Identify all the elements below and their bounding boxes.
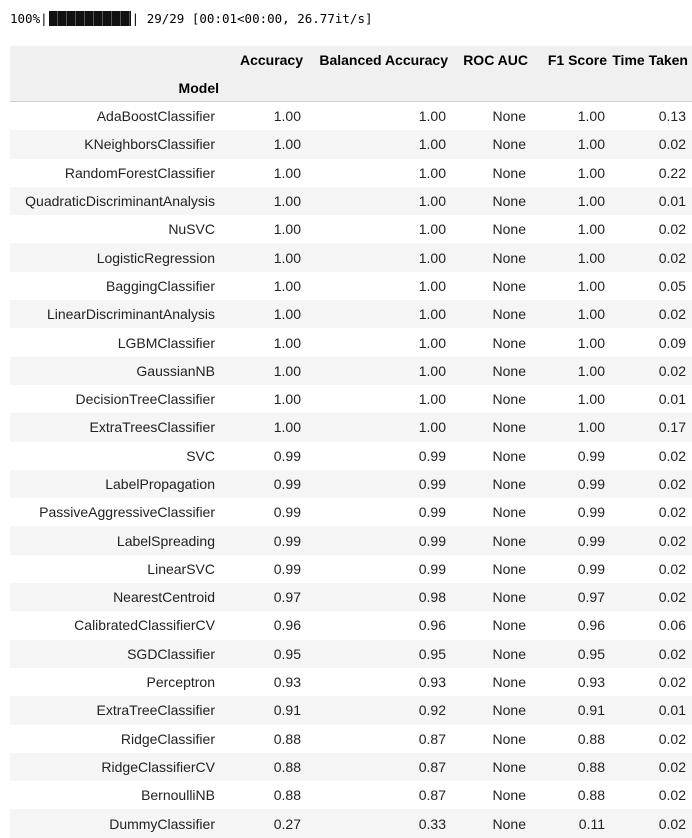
table-row	[10, 583, 692, 611]
model-name-cell: LGBMClassifier	[10, 328, 223, 356]
table-row	[10, 753, 692, 781]
balanced-accuracy-cell: 0.95	[307, 640, 452, 668]
table-row	[10, 668, 692, 696]
time-taken-cell: 0.02	[611, 583, 692, 611]
model-name-cell: LogisticRegression	[10, 243, 223, 271]
f1-score-cell: 1.00	[532, 357, 611, 385]
f1-score-cell: 1.00	[532, 385, 611, 413]
roc-auc-cell: None	[452, 102, 532, 131]
table-row	[10, 243, 692, 271]
time-taken-cell: 0.02	[611, 668, 692, 696]
f1-score-cell: 1.00	[532, 413, 611, 441]
time-taken-cell: 0.22	[611, 159, 692, 187]
f1-score-cell: 1.00	[532, 187, 611, 215]
roc-auc-cell: None	[452, 215, 532, 243]
accuracy-cell: 0.88	[223, 781, 307, 809]
column-header-row	[10, 46, 692, 74]
model-name-cell: RandomForestClassifier	[10, 159, 223, 187]
roc-auc-cell: None	[452, 498, 532, 526]
balanced-accuracy-cell: 0.92	[307, 696, 452, 724]
model-name-cell: LinearDiscriminantAnalysis	[10, 300, 223, 328]
f1-score-cell: 0.88	[532, 753, 611, 781]
accuracy-cell: 0.99	[223, 470, 307, 498]
table-row	[10, 526, 692, 554]
time-taken-cell: 0.09	[611, 328, 692, 356]
time-taken-cell: 0.02	[611, 781, 692, 809]
roc-auc-cell: None	[452, 159, 532, 187]
model-name-cell: SGDClassifier	[10, 640, 223, 668]
accuracy-cell: 0.88	[223, 725, 307, 753]
f1-score-cell: 0.99	[532, 555, 611, 583]
balanced-accuracy-cell: 1.00	[307, 130, 452, 158]
balanced-accuracy-cell: 1.00	[307, 187, 452, 215]
balanced-accuracy-cell: 0.99	[307, 470, 452, 498]
balanced-accuracy-cell: 0.99	[307, 442, 452, 470]
accuracy-cell: 1.00	[223, 159, 307, 187]
index-header-model: Model	[10, 74, 223, 102]
progress-bar-right-edge: |	[131, 10, 140, 26]
model-name-cell: ExtraTreeClassifier	[10, 696, 223, 724]
time-taken-cell: 0.02	[611, 526, 692, 554]
f1-score-cell: 0.99	[532, 442, 611, 470]
table-row	[10, 413, 692, 441]
balanced-accuracy-cell: 1.00	[307, 159, 452, 187]
accuracy-cell: 1.00	[223, 215, 307, 243]
model-name-cell: AdaBoostClassifier	[10, 102, 223, 131]
column-header-time-taken: Time Taken	[611, 46, 692, 74]
table-row	[10, 696, 692, 724]
f1-score-cell: 0.11	[532, 809, 611, 837]
table-row	[10, 442, 692, 470]
table-row	[10, 300, 692, 328]
time-taken-cell: 0.02	[611, 753, 692, 781]
model-name-cell: RidgeClassifierCV	[10, 753, 223, 781]
model-name-cell: DummyClassifier	[10, 809, 223, 837]
progress-output	[10, 9, 373, 27]
model-name-cell: SVC	[10, 442, 223, 470]
roc-auc-cell: None	[452, 272, 532, 300]
f1-score-cell: 0.99	[532, 498, 611, 526]
time-taken-cell: 0.02	[611, 555, 692, 583]
roc-auc-cell: None	[452, 243, 532, 271]
time-taken-cell: 0.02	[611, 300, 692, 328]
model-name-cell: LabelSpreading	[10, 526, 223, 554]
roc-auc-cell: None	[452, 357, 532, 385]
progress-bar	[49, 11, 131, 26]
results-table	[10, 46, 692, 838]
time-taken-cell: 0.05	[611, 272, 692, 300]
accuracy-cell: 0.99	[223, 555, 307, 583]
time-taken-cell: 0.02	[611, 442, 692, 470]
accuracy-cell: 0.27	[223, 809, 307, 837]
table-row	[10, 272, 692, 300]
model-name-cell: CalibratedClassifierCV	[10, 611, 223, 639]
f1-score-cell: 1.00	[532, 300, 611, 328]
roc-auc-cell: None	[452, 555, 532, 583]
f1-score-cell: 1.00	[532, 159, 611, 187]
model-name-cell: BaggingClassifier	[10, 272, 223, 300]
progress-timing: [00:01<00:00, 26.77it/s]	[191, 10, 373, 26]
table-row	[10, 159, 692, 187]
progress-percent: 100%	[10, 10, 41, 26]
roc-auc-cell: None	[452, 640, 532, 668]
accuracy-cell: 0.91	[223, 696, 307, 724]
balanced-accuracy-cell: 1.00	[307, 243, 452, 271]
results-table-container	[10, 46, 692, 838]
time-taken-cell: 0.02	[611, 357, 692, 385]
time-taken-cell: 0.01	[611, 696, 692, 724]
model-name-cell: PassiveAggressiveClassifier	[10, 498, 223, 526]
table-row	[10, 725, 692, 753]
table-row	[10, 640, 692, 668]
table-row	[10, 102, 692, 131]
accuracy-cell: 0.97	[223, 583, 307, 611]
roc-auc-cell: None	[452, 611, 532, 639]
balanced-accuracy-cell: 0.87	[307, 781, 452, 809]
progress-bar-left-edge: |	[40, 10, 48, 26]
f1-score-cell: 0.95	[532, 640, 611, 668]
time-taken-cell: 0.13	[611, 102, 692, 131]
model-name-cell: BernoulliNB	[10, 781, 223, 809]
accuracy-cell: 1.00	[223, 130, 307, 158]
time-taken-cell: 0.02	[611, 640, 692, 668]
table-body	[10, 102, 692, 838]
time-taken-cell: 0.02	[611, 470, 692, 498]
accuracy-cell: 0.93	[223, 668, 307, 696]
accuracy-cell: 0.99	[223, 442, 307, 470]
model-name-cell: GaussianNB	[10, 357, 223, 385]
f1-score-cell: 0.99	[532, 470, 611, 498]
f1-score-cell: 1.00	[532, 215, 611, 243]
index-header-row	[10, 74, 692, 102]
f1-score-cell: 0.88	[532, 725, 611, 753]
time-taken-cell: 0.17	[611, 413, 692, 441]
model-name-cell: DecisionTreeClassifier	[10, 385, 223, 413]
f1-score-cell: 0.97	[532, 583, 611, 611]
column-header-balanced-accuracy: Balanced Accuracy	[307, 46, 452, 74]
accuracy-cell: 1.00	[223, 272, 307, 300]
model-name-cell: LinearSVC	[10, 555, 223, 583]
time-taken-cell: 0.02	[611, 809, 692, 837]
accuracy-cell: 1.00	[223, 357, 307, 385]
table-row	[10, 809, 692, 837]
accuracy-cell: 0.95	[223, 640, 307, 668]
f1-score-cell: 1.00	[532, 328, 611, 356]
f1-score-cell: 0.93	[532, 668, 611, 696]
model-name-cell: LabelPropagation	[10, 470, 223, 498]
model-name-cell: KNeighborsClassifier	[10, 130, 223, 158]
table-row	[10, 555, 692, 583]
balanced-accuracy-cell: 1.00	[307, 215, 452, 243]
roc-auc-cell: None	[452, 300, 532, 328]
balanced-accuracy-cell: 0.87	[307, 753, 452, 781]
f1-score-cell: 1.00	[532, 102, 611, 131]
roc-auc-cell: None	[452, 696, 532, 724]
balanced-accuracy-cell: 1.00	[307, 328, 452, 356]
time-taken-cell: 0.02	[611, 215, 692, 243]
roc-auc-cell: None	[452, 442, 532, 470]
time-taken-cell: 0.02	[611, 725, 692, 753]
model-name-cell: ExtraTreesClassifier	[10, 413, 223, 441]
f1-score-cell: 0.91	[532, 696, 611, 724]
roc-auc-cell: None	[452, 725, 532, 753]
model-name-cell: NearestCentroid	[10, 583, 223, 611]
column-header-f1-score: F1 Score	[532, 46, 611, 74]
accuracy-cell: 0.99	[223, 526, 307, 554]
time-taken-cell: 0.06	[611, 611, 692, 639]
balanced-accuracy-cell: 1.00	[307, 102, 452, 131]
accuracy-cell: 0.96	[223, 611, 307, 639]
roc-auc-cell: None	[452, 809, 532, 837]
roc-auc-cell: None	[452, 130, 532, 158]
balanced-accuracy-cell: 0.96	[307, 611, 452, 639]
balanced-accuracy-cell: 1.00	[307, 413, 452, 441]
roc-auc-cell: None	[452, 470, 532, 498]
table-row	[10, 187, 692, 215]
roc-auc-cell: None	[452, 413, 532, 441]
accuracy-cell: 1.00	[223, 102, 307, 131]
roc-auc-cell: None	[452, 753, 532, 781]
table-row	[10, 498, 692, 526]
table-row	[10, 328, 692, 356]
balanced-accuracy-cell: 0.99	[307, 526, 452, 554]
table-row	[10, 470, 692, 498]
model-name-cell: QuadraticDiscriminantAnalysis	[10, 187, 223, 215]
table-row	[10, 781, 692, 809]
accuracy-cell: 1.00	[223, 243, 307, 271]
balanced-accuracy-cell: 0.99	[307, 498, 452, 526]
balanced-accuracy-cell: 1.00	[307, 385, 452, 413]
balanced-accuracy-cell: 0.99	[307, 555, 452, 583]
roc-auc-cell: None	[452, 328, 532, 356]
accuracy-cell: 1.00	[223, 187, 307, 215]
column-header-accuracy: Accuracy	[223, 46, 307, 74]
roc-auc-cell: None	[452, 187, 532, 215]
table-row	[10, 215, 692, 243]
roc-auc-cell: None	[452, 385, 532, 413]
table-row	[10, 611, 692, 639]
model-name-cell: RidgeClassifier	[10, 725, 223, 753]
table-row	[10, 130, 692, 158]
model-name-cell: NuSVC	[10, 215, 223, 243]
accuracy-cell: 1.00	[223, 413, 307, 441]
progress-counter: 29/29	[146, 10, 185, 26]
accuracy-cell: 0.88	[223, 753, 307, 781]
f1-score-cell: 1.00	[532, 243, 611, 271]
balanced-accuracy-cell: 1.00	[307, 272, 452, 300]
table-row	[10, 385, 692, 413]
balanced-accuracy-cell: 1.00	[307, 357, 452, 385]
balanced-accuracy-cell: 0.87	[307, 725, 452, 753]
time-taken-cell: 0.02	[611, 130, 692, 158]
accuracy-cell: 1.00	[223, 300, 307, 328]
balanced-accuracy-cell: 0.93	[307, 668, 452, 696]
roc-auc-cell: None	[452, 668, 532, 696]
f1-score-cell: 1.00	[532, 272, 611, 300]
accuracy-cell: 1.00	[223, 328, 307, 356]
balanced-accuracy-cell: 0.98	[307, 583, 452, 611]
balanced-accuracy-cell: 0.33	[307, 809, 452, 837]
roc-auc-cell: None	[452, 583, 532, 611]
time-taken-cell: 0.02	[611, 243, 692, 271]
accuracy-cell: 0.99	[223, 498, 307, 526]
f1-score-cell: 0.99	[532, 526, 611, 554]
table-row	[10, 357, 692, 385]
time-taken-cell: 0.01	[611, 385, 692, 413]
f1-score-cell: 0.96	[532, 611, 611, 639]
f1-score-cell: 0.88	[532, 781, 611, 809]
balanced-accuracy-cell: 1.00	[307, 300, 452, 328]
f1-score-cell: 1.00	[532, 130, 611, 158]
roc-auc-cell: None	[452, 526, 532, 554]
accuracy-cell: 1.00	[223, 385, 307, 413]
roc-auc-cell: None	[452, 781, 532, 809]
time-taken-cell: 0.01	[611, 187, 692, 215]
time-taken-cell: 0.02	[611, 498, 692, 526]
column-header-roc-auc: ROC AUC	[452, 46, 532, 74]
model-name-cell: Perceptron	[10, 668, 223, 696]
column-header-blank	[10, 46, 223, 74]
